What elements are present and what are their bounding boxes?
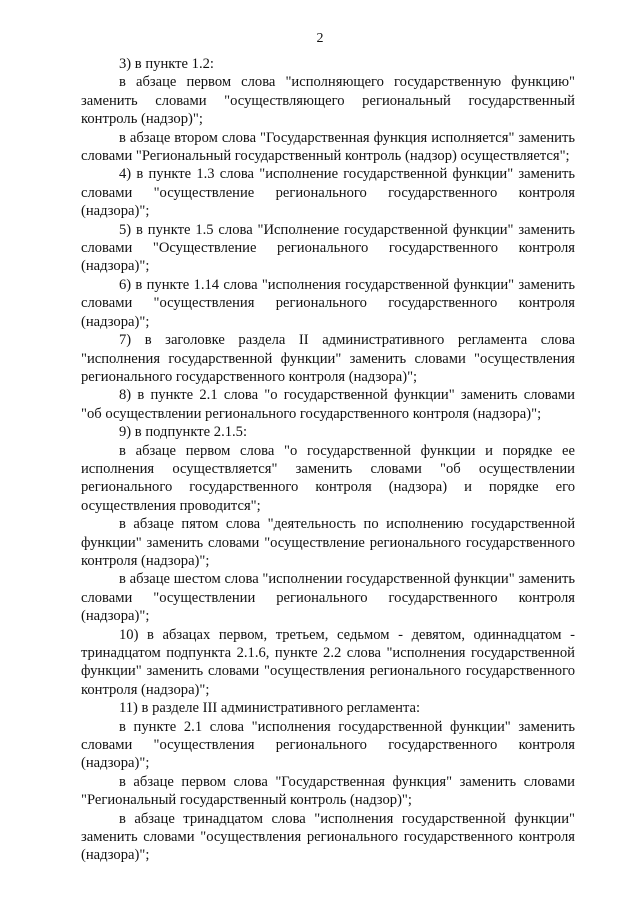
paragraph-abzac-thirteenth: в абзаце тринадцатом слова "исполнения государственной функции" заменить словами "осуществления регионального государственного контроля (надзора)"; [81, 810, 575, 864]
paragraph-item-3: 3) в пункте 1.2: [119, 56, 214, 72]
page-number: 2 [316, 31, 324, 46]
paragraph-abzac-first: в абзаце первом слова "о государственной функции и порядке ее исполнения осуществляется" заменить словами "об осуществлении регионального государственного контроля (надзора) и порядке его осуществления проводится"; [81, 442, 575, 514]
paragraph-abzac-fifth: в абзаце пятом слова "деятельность по исполнению государственной функции" заменить словами "осуществление регионального государственного контроля (надзора)"; [81, 516, 575, 569]
paragraph-item-9: 9) в подпункте 2.1.5: [119, 424, 248, 441]
paragraph-item-5: 5) в пункте 1.5 слова "Исполнение государственной функции" заменить словами "Осуществление регионального государственного контроля (надзора)"; [81, 221, 575, 275]
paragraph-abzac-sixth: в абзаце шестом слова "исполнении государственной функции" заменить словами "осуществлении регионального государственного контроля (надзора)"; [81, 571, 575, 625]
paragraph-punkt-2-1: в пункте 2.1 слова "исполнения государственной функции" заменить словами "осуществления регионального государственного контроля (надзора)"; [81, 718, 575, 772]
paragraph-abzac-2: в абзаце втором слова "Государственная функция исполняется" заменить словами "Региональный государственный контроль (надзор) осуществляется"; [81, 129, 575, 165]
paragraph-item-4: 4) в пункте 1.3 слова "исполнение государственной функции" заменить словами "осуществление регионального государственного контроля (надзора)"; [81, 166, 575, 220]
paragraph-item-6: 6) в пункте 1.14 слова "исполнения государственной функции" заменить словами "осуществления регионального государственного контроля (надзора)"; [81, 276, 575, 330]
paragraph-abzac-first-2: в абзаце первом слова "Государственная функция" заменить словами "Региональный государственный контроль (надзор)"; [81, 773, 575, 809]
document-body [81, 55, 575, 865]
paragraph-item-7: 7) в заголовке раздела II административного регламента слова "исполнения государственной функции" заменить словами "осуществления регионального государственного контроля (надзора)"; [81, 332, 575, 385]
paragraph-item-8: 8) в пункте 2.1 слова "о государственной функции" заменить словами "об осуществлении регионального государственного контроля (надзора)"; [81, 387, 575, 422]
paragraph-item-11: 11) в разделе III административного регламента: [119, 700, 421, 717]
paragraph-item-10: 10) в абзацах первом, третьем, седьмом - девятом, одиннадцатом - тринадцатом подпункта 2.1.6, пункте 2.2 слова "исполнения государственной функции" заменить словами "осуществления регионального государственного контроля (надзора)"; [81, 626, 575, 698]
paragraph-abzac-1: в абзаце первом слова "исполняющего государственную функцию" заменить словами "осуществляющего региональный государственный контроль (надзор)"; [81, 74, 575, 128]
